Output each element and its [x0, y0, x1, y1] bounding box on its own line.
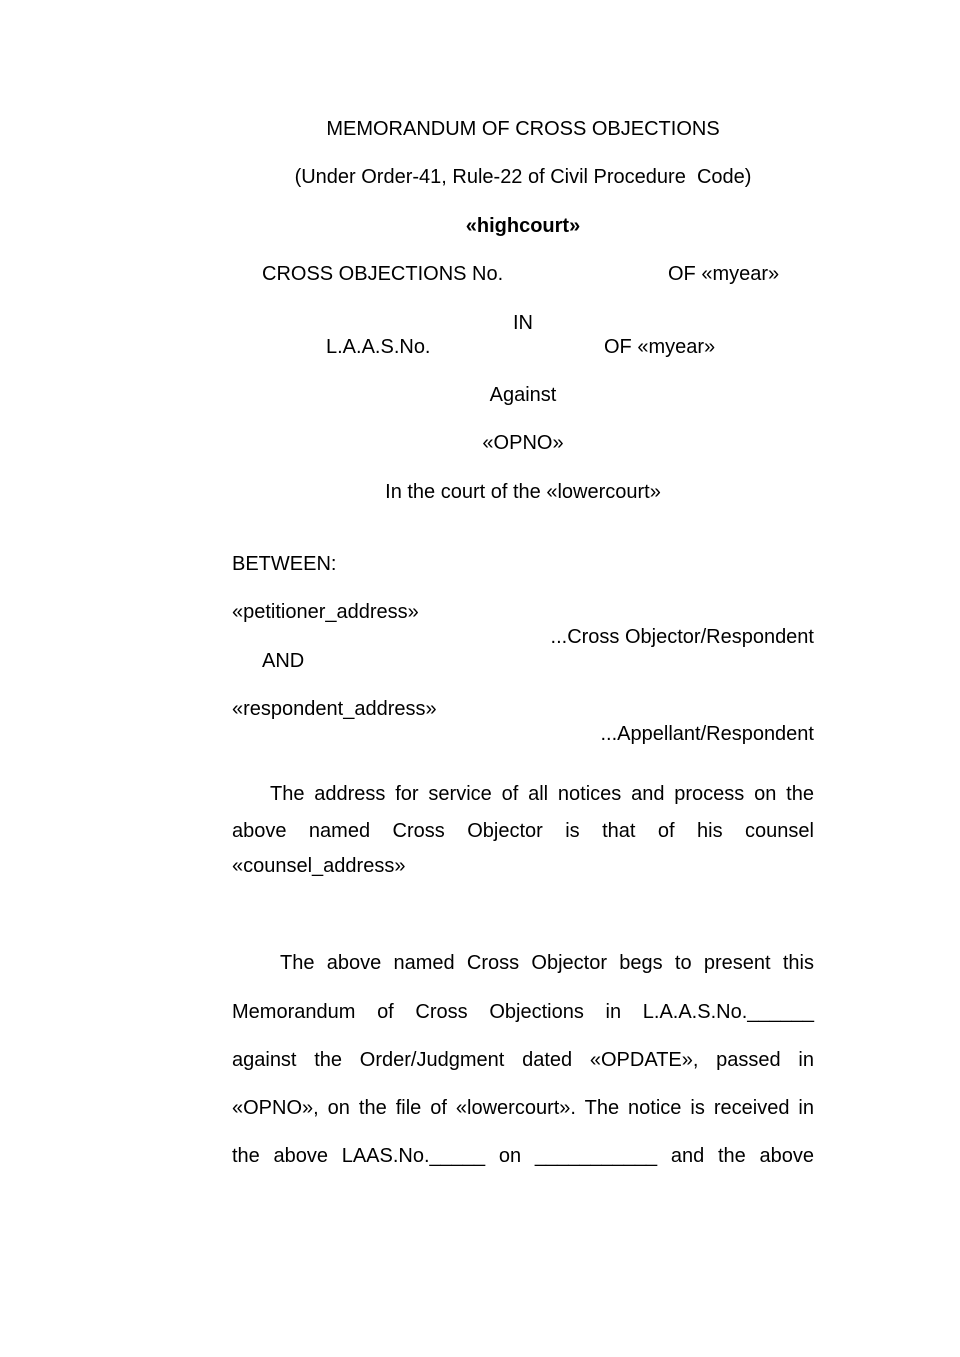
document-subtitle: (Under Order-41, Rule-22 of Civil Procedure Code) [294, 166, 752, 188]
and-label: AND [262, 650, 305, 672]
laas-number: L.A.A.S.No. [326, 336, 431, 358]
court-name: «highcourt» [465, 215, 581, 237]
body-para-line: Memorandum of Cross Objections in L.A.A.S.No.______ [232, 1001, 814, 1023]
body-para-line: against the Order/Judgment dated «OPDATE», passed in [232, 1049, 814, 1071]
respondent-address: «respondent_address» [232, 698, 437, 720]
against-label: Against [489, 384, 557, 406]
cross-objections-year: OF «myear» [668, 263, 780, 285]
document-title: MEMORANDUM OF CROSS OBJECTIONS [326, 118, 720, 140]
service-para-line: above named Cross Objector is that of his counsel [232, 820, 814, 842]
lower-court: In the court of the «lowercourt» [385, 481, 661, 503]
in-label: IN [513, 312, 533, 334]
between-label: BETWEEN: [232, 553, 337, 575]
respondent-role: ...Appellant/Respondent [600, 723, 814, 745]
body-para-line: «OPNO», on the file of «lowercourt». The notice is received in [232, 1097, 814, 1119]
petitioner-role: ...Cross Objector/Respondent [550, 626, 814, 648]
service-para-line: «counsel_address» [232, 855, 406, 877]
laas-year: OF «myear» [604, 336, 716, 358]
body-para-line: The above named Cross Objector begs to present this [280, 952, 814, 974]
op-number: «OPNO» [482, 432, 564, 454]
petitioner-address: «petitioner_address» [232, 601, 419, 623]
cross-objections-number: CROSS OBJECTIONS No. [262, 263, 504, 285]
service-para-line: The address for service of all notices and process on the [270, 783, 814, 805]
body-para-line: the above LAAS.No._____ on ___________ and the above [232, 1145, 814, 1167]
